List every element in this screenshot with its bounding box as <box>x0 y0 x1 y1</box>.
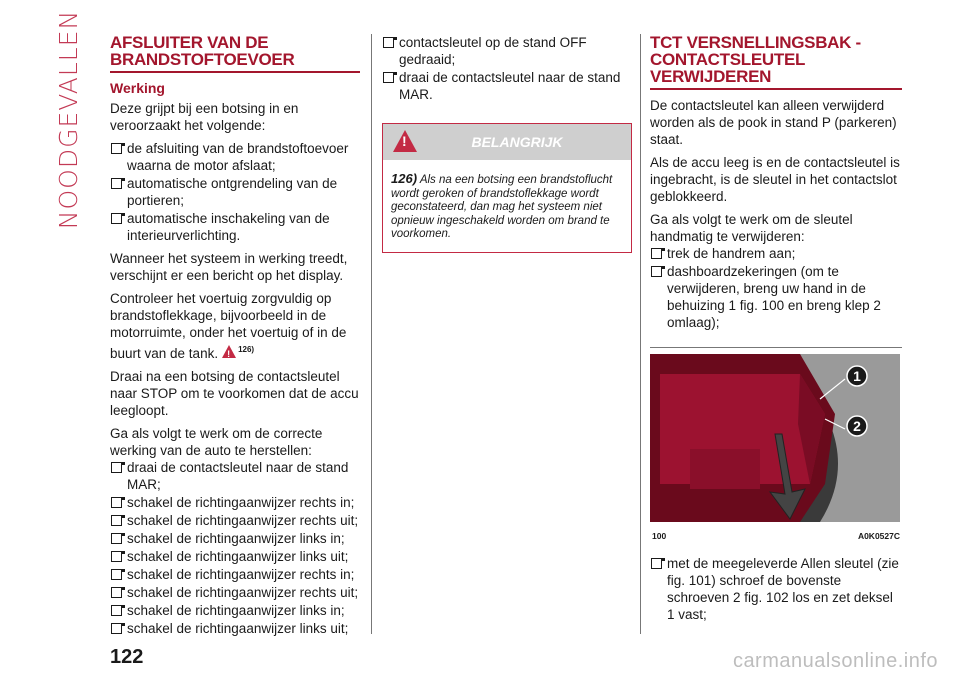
checkbox-bullet-icon <box>111 497 122 508</box>
column-key-removal <box>650 34 902 624</box>
subsection-title-operation: Werking <box>110 80 165 96</box>
intro-paragraph: Deze grijpt bij een botsing in en veroorzaakt het volgende: <box>110 101 299 133</box>
restore-steps-list <box>110 459 360 637</box>
checkbox-bullet-icon <box>111 587 122 598</box>
list-item <box>110 140 360 174</box>
key-removal-paragraph-2: Als de accu leeg is en de contactsleutel is ingebracht, is de sleutel in het contactslot geblokkeerd. <box>650 155 900 204</box>
section-title-key-removal: TCT VERSNELLINGSBAK - CONTACTSLEUTEL VERWIJDEREN <box>650 34 902 90</box>
key-removal-steps-list <box>650 245 902 331</box>
figure-code: A0K0527C <box>857 531 900 541</box>
callout-2: 2 <box>853 418 861 434</box>
list-item-text: schakel de richtingaanwijzer links in; <box>127 603 345 618</box>
warning-body <box>383 160 631 252</box>
warning-header <box>383 124 631 160</box>
list-item-text: schakel de richtingaanwijzer rechts in; <box>127 567 355 582</box>
list-item <box>110 602 360 619</box>
warning-box <box>382 123 632 253</box>
restore-steps-list-continued <box>382 34 632 103</box>
checkbox-bullet-icon <box>111 515 122 526</box>
list-item-text: automatische inschakeling van de interieurverlichting. <box>127 211 330 243</box>
checkbox-bullet-icon <box>651 558 662 569</box>
list-item-text: schakel de richtingaanwijzer links in; <box>127 531 345 546</box>
checkbox-bullet-icon <box>383 72 394 83</box>
checkbox-bullet-icon <box>111 462 122 473</box>
figure-number: 100 <box>652 531 667 541</box>
checkbox-bullet-icon <box>111 623 122 634</box>
display-message-paragraph: Wanneer het systeem in werking treedt, verschijnt er een bericht op het display. <box>110 251 348 283</box>
warning-title: BELANGRIJK <box>471 133 563 150</box>
list-item <box>110 620 360 637</box>
key-removal-paragraph-1: De contactsleutel kan alleen verwijderd worden als de pook in stand P (parkeren) staat. <box>650 98 897 147</box>
list-item <box>650 263 902 331</box>
section-side-tab <box>52 9 86 229</box>
checkbox-bullet-icon <box>111 213 122 224</box>
checkbox-bullet-icon <box>111 533 122 544</box>
list-item <box>110 566 360 583</box>
list-item <box>110 210 360 244</box>
key-removal-paragraph-3: Ga als volgt te werk om de sleutel handmatig te verwijderen: <box>650 212 853 244</box>
list-item-text: contactsleutel op de stand OFF gedraaid; <box>399 35 587 67</box>
list-item-text: automatische ontgrendeling van de portieren; <box>127 176 338 208</box>
restore-paragraph: Ga als volgt te werk om de correcte werking van de auto te herstellen: <box>110 426 323 458</box>
column-divider <box>640 34 641 634</box>
column-fuel-cutoff <box>110 34 360 638</box>
list-item <box>650 555 902 623</box>
warning-text: Als na een botsing een brandstoflucht wordt geroken of brandstoflekkage wordt geconstateerd, dan mag het systeem niet opnieuw ingeschakeld worden om brand te voorkomen. <box>391 174 613 240</box>
effects-list <box>110 140 360 244</box>
list-item <box>110 584 360 601</box>
list-item <box>110 530 360 547</box>
column-divider <box>371 34 372 634</box>
key-removal-steps-list-2 <box>650 555 902 623</box>
list-item-text: schakel de richtingaanwijzer links uit; <box>127 549 349 564</box>
list-item-text: schakel de richtingaanwijzer rechts in; <box>127 495 355 510</box>
list-item-text: dashboardzekeringen (om te verwijderen, breng uw hand in de behuizing 1 fig. 100 en breng klep 2 omlaag); <box>667 264 881 330</box>
warning-reference[interactable] <box>218 341 254 358</box>
figure-caption <box>650 528 902 545</box>
checkbox-bullet-icon <box>111 605 122 616</box>
checkbox-bullet-icon <box>651 248 662 259</box>
list-item-text: draai de contactsleutel naar de stand MAR. <box>399 70 621 102</box>
callout-1: 1 <box>853 368 861 384</box>
list-item-text: de afsluiting van de brandstoftoevoer waarna de motor afslaat; <box>127 141 349 173</box>
list-item <box>650 245 902 262</box>
list-item <box>110 175 360 209</box>
list-item-text: schakel de richtingaanwijzer rechts uit; <box>127 585 359 600</box>
figure-100 <box>650 347 902 545</box>
fuse-cover-photo <box>650 354 900 522</box>
checkbox-bullet-icon <box>383 37 394 48</box>
battery-paragraph: Draai na een botsing de contactsleutel naar STOP om te voorkomen dat de accu leegloopt. <box>110 369 359 418</box>
list-item-text: trek de handrem aan; <box>667 246 796 261</box>
leak-check-text: Controleer het voertuig zorgvuldig op brandstoflekkage, bijvoorbeeld in de motorruimte, onder het voertuig of in de buurt van de tank. <box>110 291 347 361</box>
checkbox-bullet-icon <box>111 569 122 580</box>
list-item <box>110 512 360 529</box>
warning-reference-number: 126) <box>238 345 255 354</box>
list-item-text: schakel de richtingaanwijzer links uit; <box>127 621 349 636</box>
fuse-cover-illustration <box>650 354 900 522</box>
checkbox-bullet-icon <box>651 266 662 277</box>
list-item <box>382 69 632 103</box>
section-title-fuel-cutoff: AFSLUITER VAN DE BRANDSTOFTOEVOER <box>110 34 360 73</box>
list-item <box>110 494 360 511</box>
warning-triangle-icon <box>222 345 236 358</box>
list-item <box>110 459 360 493</box>
warning-number: 126) <box>391 171 418 186</box>
checkbox-bullet-icon <box>111 178 122 189</box>
list-item <box>382 34 632 68</box>
list-item <box>110 548 360 565</box>
watermark: carmanualsonline.info <box>732 650 938 672</box>
checkbox-bullet-icon <box>111 551 122 562</box>
warning-triangle-icon <box>393 130 417 152</box>
section-side-tab-label: NOODGEVALLEN <box>54 9 84 229</box>
checkbox-bullet-icon <box>111 143 122 154</box>
list-item-text: draai de contactsleutel naar de stand MAR; <box>127 460 349 492</box>
leak-check-paragraph <box>110 290 360 362</box>
column-continued <box>382 34 632 253</box>
list-item-text: schakel de richtingaanwijzer rechts uit; <box>127 513 359 528</box>
page-number: 122 <box>110 646 144 668</box>
list-item-text: met de meegeleverde Allen sleutel (zie fig. 101) schroef de bovenste schroeven 2 fig. 102 los en zet deksel 1 vast; <box>667 556 899 622</box>
